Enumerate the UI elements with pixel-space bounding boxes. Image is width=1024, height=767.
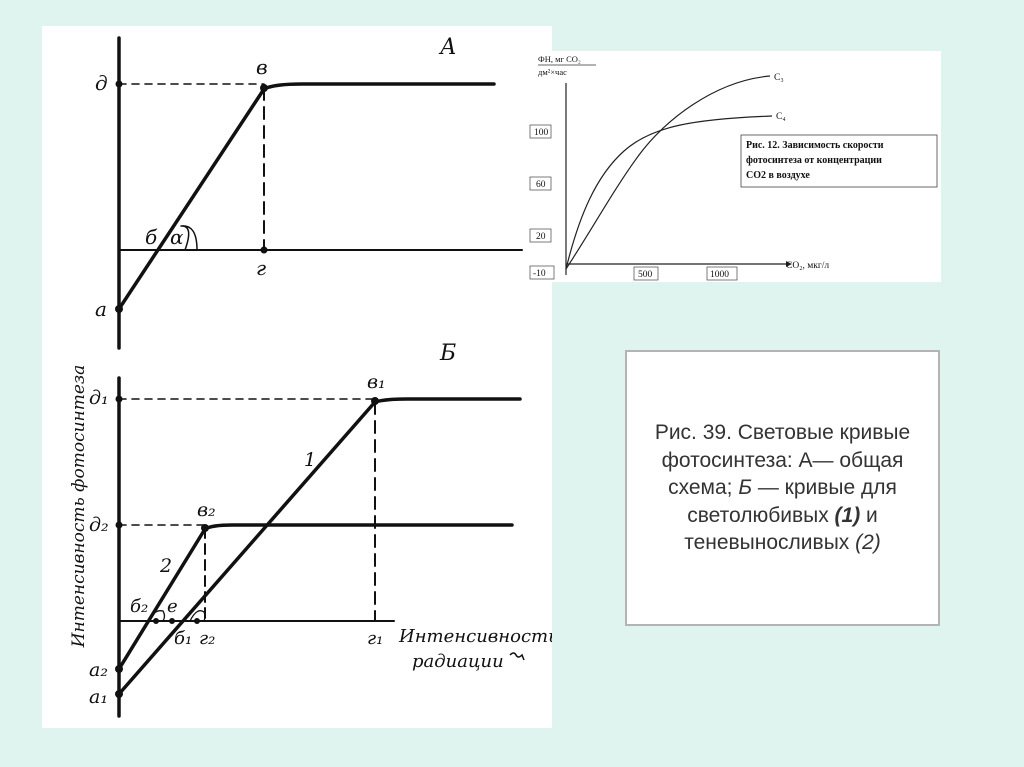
co2-note-line-1: Рис. 12. Зависимость скорости <box>746 140 884 151</box>
b-point-a1 <box>116 691 123 698</box>
b-point-a2 <box>116 666 123 673</box>
a-light-curve <box>119 84 494 309</box>
a-point-g <box>261 247 267 253</box>
b-label-g1: г₁ <box>367 628 384 649</box>
co2-note-line-3: CO2 в воздухе <box>746 170 810 181</box>
x-axis-wave-mark <box>510 653 524 660</box>
co2-chart-panel <box>524 51 941 282</box>
b-point-v2 <box>202 525 209 532</box>
b-point-b1 <box>195 619 200 624</box>
caption-num-1: (1) <box>834 503 861 527</box>
co2-note-line-2: фотосинтеза от концентрации <box>746 155 882 166</box>
co2-series-label-c3: C₃ <box>774 73 784 83</box>
b-label-v1: в₁ <box>367 371 386 393</box>
light-curves-diagram <box>42 26 552 728</box>
a-label-alpha: α <box>170 225 184 249</box>
caption-num-2: (2) <box>855 531 881 555</box>
light-curves-panel <box>42 26 552 728</box>
caption-box <box>625 350 940 626</box>
b-curve-2-label: 2 <box>160 555 173 577</box>
b-label-e: е <box>167 596 178 617</box>
co2-ylabel-bottom: дм²×час <box>538 67 567 77</box>
b-tick-d2: д₂ <box>89 514 109 536</box>
co2-ytick-60: 60 <box>536 180 546 190</box>
b-point-b2 <box>154 619 159 624</box>
co2-ytick-20: 20 <box>536 232 546 242</box>
b-panel-label: Б <box>440 341 457 366</box>
a-label-b: б <box>145 225 158 249</box>
y-axis-title: Интенсивность фотосинтеза <box>69 364 89 648</box>
b-point-d2 <box>116 522 122 528</box>
a-point-v <box>261 85 268 92</box>
b-label-b1: б₁ <box>174 628 193 649</box>
b-point-e <box>170 619 175 624</box>
b-label-v2: в₂ <box>197 499 216 521</box>
a-label-v: в <box>256 55 268 79</box>
b-point-d1 <box>116 396 122 402</box>
a-tick-a: а <box>95 297 107 321</box>
co2-xlabel: CO₂, мкг/л <box>786 261 830 271</box>
x-axis-title-line2: радиации <box>412 651 504 672</box>
co2-xtick-500: 500 <box>638 270 653 280</box>
a-point-d <box>116 81 122 87</box>
caption-part-2: — кривые для светолюбивых <box>687 476 897 527</box>
a-label-g: г <box>256 256 267 280</box>
caption-b-letter: Б <box>738 476 752 500</box>
co2-chart <box>524 51 941 282</box>
caption-text <box>645 419 920 557</box>
co2-series-label-c4: C₄ <box>776 112 786 122</box>
b-label-g2: г₂ <box>199 628 216 649</box>
b-curve-1 <box>119 399 520 694</box>
a-panel-label: А <box>440 35 457 60</box>
b-tick-a2: а₂ <box>89 659 108 681</box>
co2-ytick-100: 100 <box>534 128 549 138</box>
b-point-v1 <box>372 398 379 405</box>
co2-ytick-neg10: -10 <box>533 269 546 279</box>
diagram-a <box>116 38 523 348</box>
a-point-a <box>116 306 123 313</box>
a-tick-d: д <box>95 71 108 95</box>
x-axis-title-line1: Интенсивность <box>399 626 552 647</box>
caption-part-3: и теневыносливых <box>684 503 878 555</box>
b-tick-d1: д₁ <box>89 387 109 409</box>
b-tick-a1: а₁ <box>89 686 108 708</box>
b-label-b2: б₂ <box>130 596 149 617</box>
co2-ylabel-top: ФН, мг CO₂ <box>538 54 581 64</box>
b-curve-1-label: 1 <box>304 449 317 471</box>
caption-part-1: Рис. 39. Световые кривые фотосинтеза: А— общая схема; <box>654 421 911 500</box>
co2-xtick-1000: 1000 <box>710 270 729 280</box>
co2-curve-c3 <box>566 76 770 269</box>
